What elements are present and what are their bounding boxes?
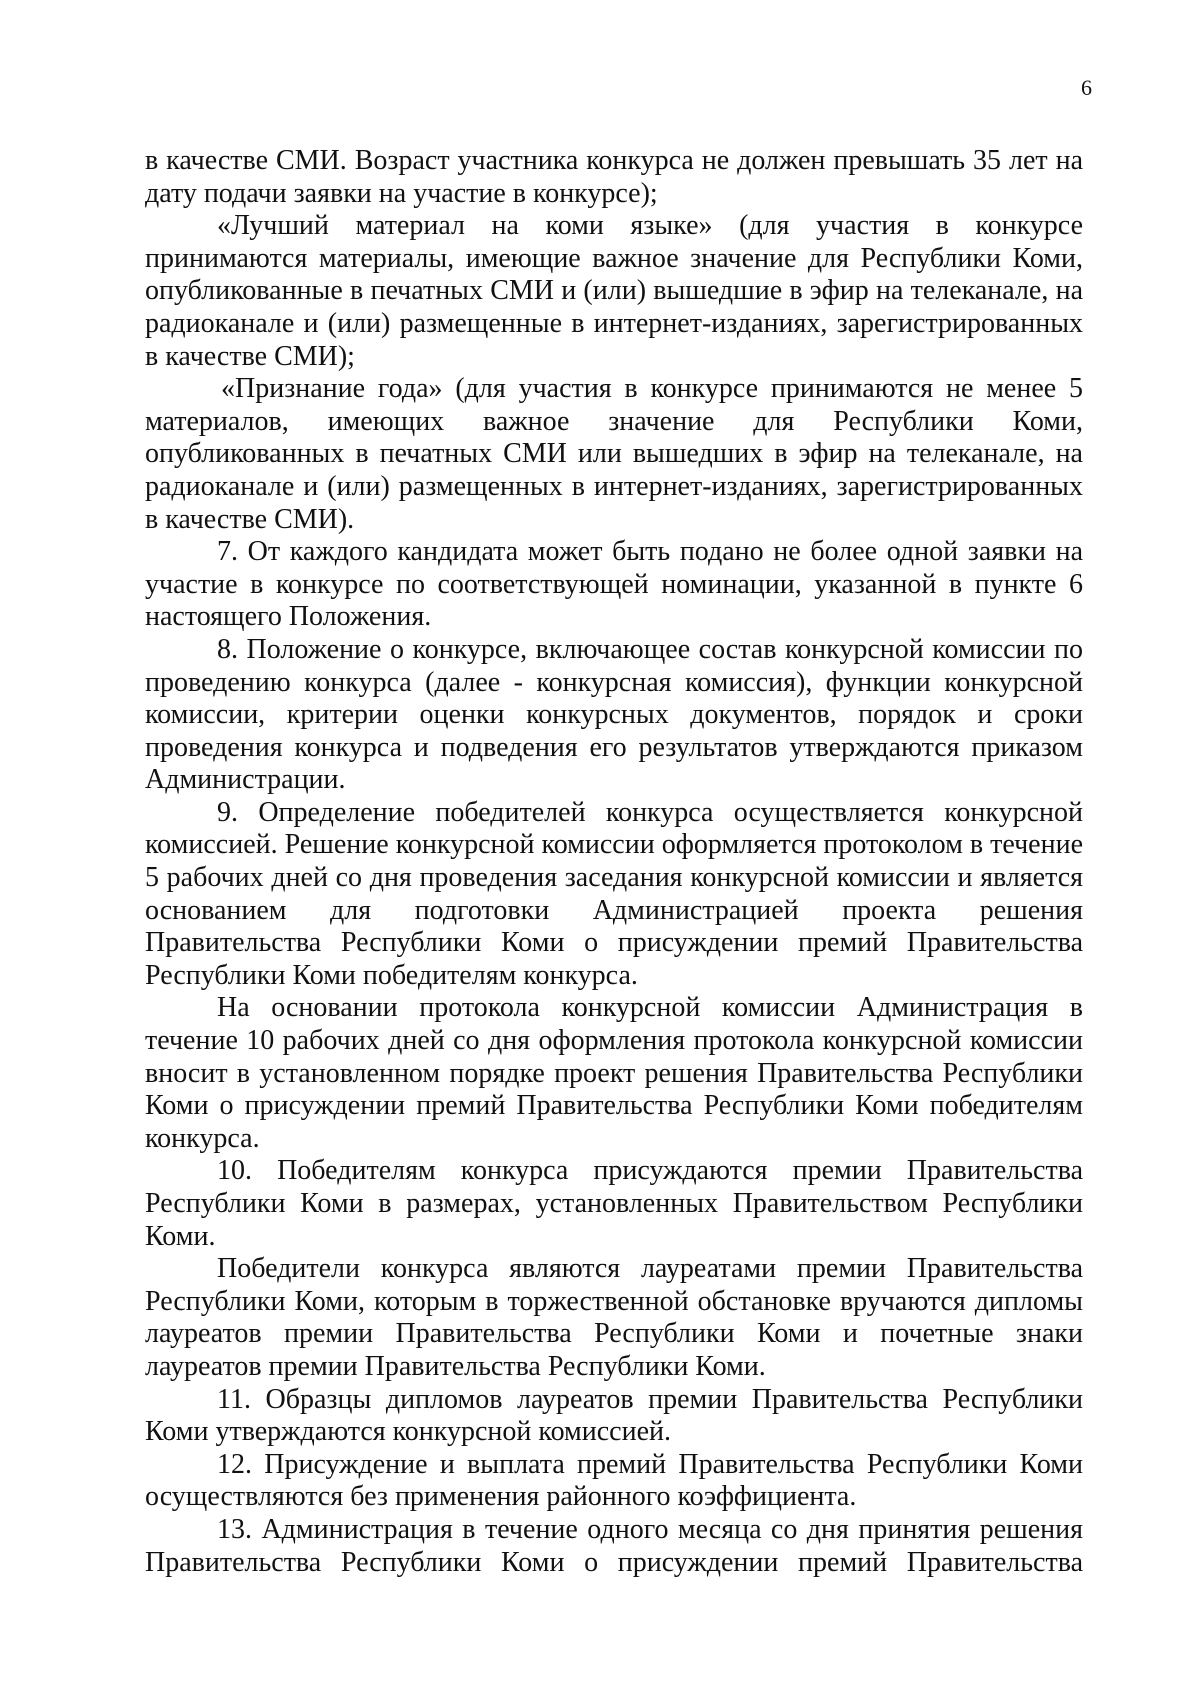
paragraph-best-komi-material: «Лучший материал на коми языке» (для участия в конкурсе принимаются материалы, имеющие важное значение для Республики Коми, опубликованные в печатных СМИ и (или) вышедшие в эфир на телеканале, на радиоканале и (или) размещенные в интернет-изданиях, зарегистрированных в качестве СМИ); (145, 210, 1083, 372)
paragraph-item-10: 10. Победителям конкурса присуждаются премии Правительства Республики Коми в размерах, установленных Правительством Республики Коми. (145, 1155, 1083, 1252)
paragraph-recognition-of-year: «Признание года» (для участия в конкурсе принимаются не менее 5 материалов, имеющих важное значение для Республики Коми, опубликованных в печатных СМИ или вышедших в эфир на телеканале, на радиоканале и (или) размещенных в интернет-изданиях, зарегистрированных в качестве СМИ). (145, 373, 1083, 535)
page-number: 6 (1081, 75, 1092, 100)
paragraph-item-11: 11. Образцы дипломов лауреатов премии Правительства Республики Коми утверждаются конкурсной комиссией. (145, 1383, 1083, 1448)
paragraph-continuation: в качестве СМИ. Возраст участника конкурса не должен превышать 35 лет на дату подачи заявки на участие в конкурсе); (145, 145, 1083, 209)
document-body (145, 145, 1083, 1579)
paragraph-item-13: 13. Администрация в течение одного месяца со дня принятия решения Правительства Республики Коми о присуждении премий Правительства (145, 1513, 1083, 1578)
paragraph-item-8: 8. Положение о конкурсе, включающее состав конкурсной комиссии по проведению конкурса (далее - конкурсная комиссия), функции конкурсной комиссии, критерии оценки конкурсных документов, порядок и сроки проведения конкурса и подведения его результатов утверждаются приказом Администрации. (145, 633, 1083, 796)
paragraph-laureates: Победители конкурса являются лауреатами премии Правительства Республики Коми, которым в торжественной обстановке вручаются дипломы лауреатов премии Правительства Республики Коми и почетные знаки лауреатов премии Правительства Республики Коми. (145, 1253, 1083, 1382)
paragraph-protocol-basis: На основании протокола конкурсной комиссии Администрация в течение 10 рабочих дней со дня оформления протокола конкурсной комиссии вносит в установленном порядке проект решения Правительства Республики Коми о присуждении премий Правительства Республики Коми победителям конкурса. (145, 992, 1083, 1154)
paragraph-item-12: 12. Присуждение и выплата премий Правительства Республики Коми осуществляются без применения районного коэффициента. (145, 1448, 1083, 1513)
paragraph-item-9: 9. Определение победителей конкурса осуществляется конкурсной комиссией. Решение конкурсной комиссии оформляется протоколом в течение 5 рабочих дней со дня проведения заседания конкурсной комиссии и является основанием для подготовки Администрацией проекта решения Правительства Республики Коми о присуждении премий Правительства Республики Коми победителям конкурса. (145, 796, 1083, 991)
paragraph-item-7: 7. От каждого кандидата может быть подано не более одной заявки на участие в конкурсе по соответствующей номинации, указанной в пункте 6 настоящего Положения. (145, 536, 1083, 633)
